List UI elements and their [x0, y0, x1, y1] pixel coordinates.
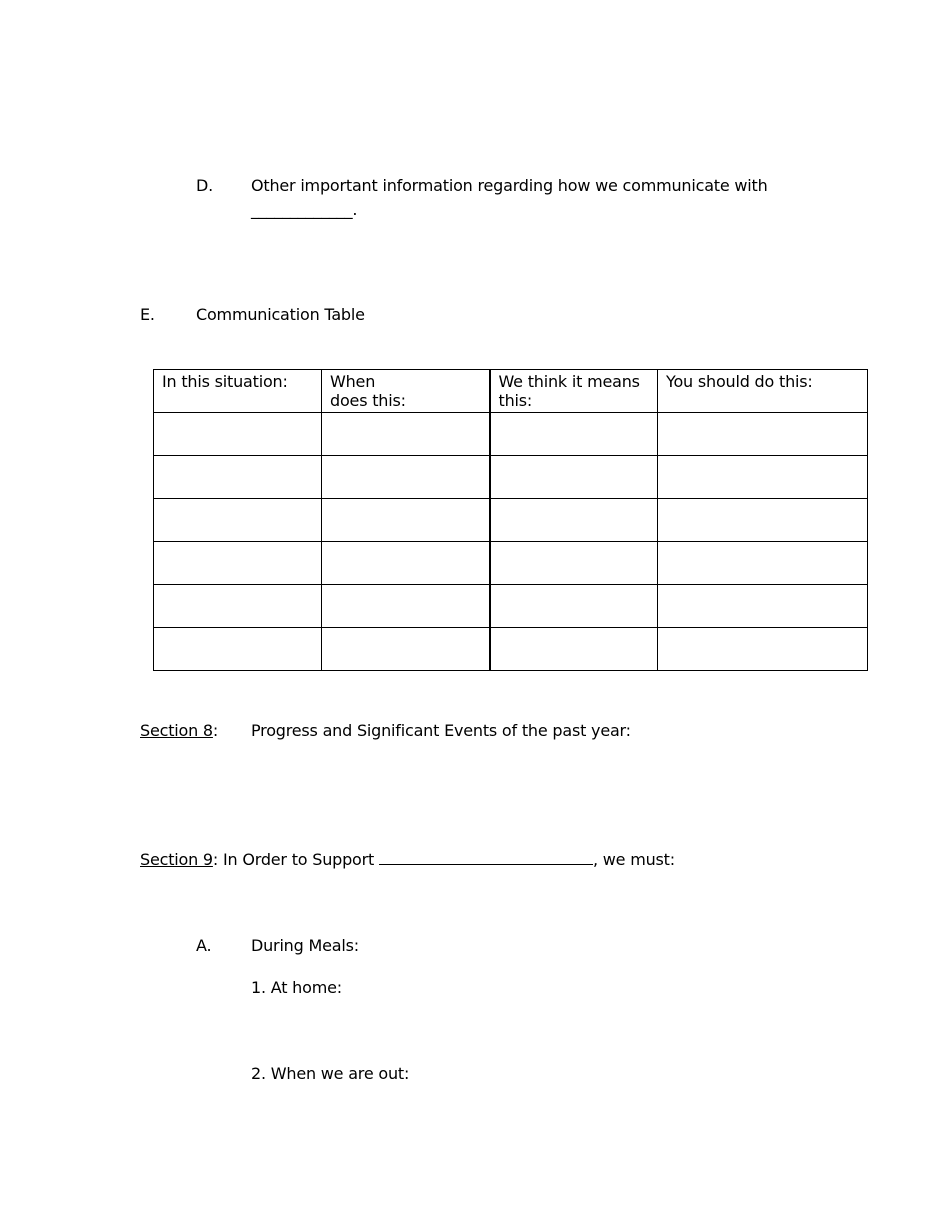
table-row [154, 499, 868, 542]
table-cell[interactable] [154, 542, 322, 585]
sub-a-letter: A. [196, 936, 212, 955]
table-cell[interactable] [658, 499, 868, 542]
section-8-colon: : [212, 721, 219, 740]
sub-a-title: During Meals: [251, 936, 359, 955]
section-9-text-after: , we must: [593, 850, 675, 869]
header-when: When does this: [322, 370, 490, 413]
table-cell[interactable] [154, 585, 322, 628]
table-cell[interactable] [322, 456, 490, 499]
table-cell[interactable] [658, 628, 868, 671]
table-cell[interactable] [658, 456, 868, 499]
section-9-blank-line[interactable] [379, 850, 593, 865]
section-d-blank-line [251, 200, 357, 221]
table-cell[interactable] [322, 542, 490, 585]
section-d-text: Other important information regarding how we communicate with [251, 176, 768, 195]
section-d-letter: D. [196, 176, 214, 195]
section-e-title: Communication Table [196, 305, 365, 324]
table-cell[interactable] [490, 456, 658, 499]
section-9-text-before: : In Order to Support [212, 850, 375, 869]
table-header-row [154, 370, 868, 413]
table-row [154, 585, 868, 628]
header-meaning: We think it means this: [490, 370, 658, 413]
table-row [154, 628, 868, 671]
table-cell[interactable] [490, 585, 658, 628]
section-e-letter: E. [140, 305, 155, 324]
table-cell[interactable] [154, 628, 322, 671]
table-cell[interactable] [490, 628, 658, 671]
table-row [154, 413, 868, 456]
table-cell[interactable] [322, 499, 490, 542]
table-row [154, 542, 868, 585]
table-cell[interactable] [322, 585, 490, 628]
table-cell[interactable] [658, 542, 868, 585]
header-action: You should do this: [658, 370, 868, 413]
header-situation: In this situation: [154, 370, 322, 413]
section-d-blank: _____________ [251, 200, 353, 219]
sub-a-item-1: 1. At home: [251, 978, 342, 997]
table-cell[interactable] [658, 585, 868, 628]
table-cell[interactable] [322, 413, 490, 456]
section-8-text: Progress and Significant Events of the past year: [251, 721, 631, 740]
table-cell[interactable] [322, 628, 490, 671]
table-cell[interactable] [490, 542, 658, 585]
table-cell[interactable] [154, 413, 322, 456]
sub-a-item-2: 2. When we are out: [251, 1064, 410, 1083]
table-cell[interactable] [154, 456, 322, 499]
table-cell[interactable] [658, 413, 868, 456]
section-9-heading [140, 850, 675, 871]
section-d-period: . [352, 200, 358, 219]
section-9-label: Section 9 [140, 850, 213, 869]
table-row [154, 456, 868, 499]
section-8-label: Section 8 [140, 721, 213, 740]
communication-table [153, 369, 868, 671]
table-cell[interactable] [490, 413, 658, 456]
section-8-heading [140, 721, 218, 742]
table-cell[interactable] [490, 499, 658, 542]
table-cell[interactable] [154, 499, 322, 542]
